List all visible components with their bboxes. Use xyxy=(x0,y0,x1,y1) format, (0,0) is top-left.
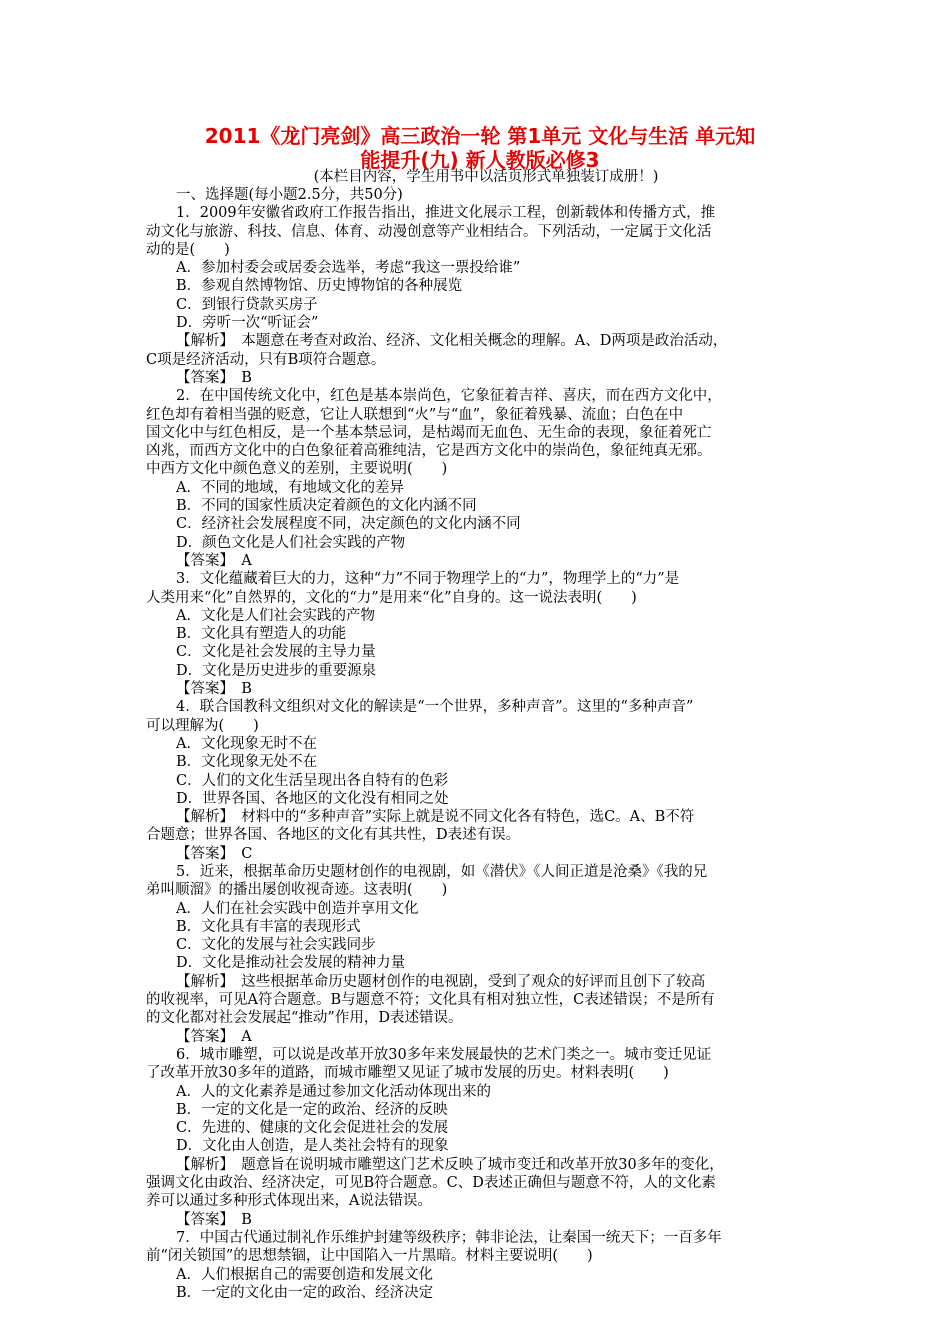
text-line: 【答案】 B xyxy=(176,1211,252,1228)
text-line: D．文化是推动社会发展的精神力量 xyxy=(176,955,406,972)
document-title xyxy=(140,124,820,172)
text-line: 【答案】 A xyxy=(176,1028,252,1045)
text-line: D．旁听一次“听证会” xyxy=(176,315,319,332)
text-line: 1．2009年安徽省政府工作报告指出，推进文化展示工程，创新载体和传播方式，推 xyxy=(176,205,716,222)
title-line-2: 能提升(九) 新人教版必修3 xyxy=(360,148,600,172)
text-line: 【解析】 这些根据革命历史题材创作的电视剧，受到了观众的好评而且创下了较高 xyxy=(176,973,706,990)
text-line: 凶兆，而西方文化中的白色象征着高雅纯洁，它是西方文化中的崇尚色，象征纯真无邪。 xyxy=(146,443,712,460)
text-line: 5．近来，根据革命历史题材创作的电视剧，如《潜伏》《人间正道是沧桑》《我的兄 xyxy=(176,863,708,880)
text-line: 2．在中国传统文化中，红色是基本崇尚色，它象征着吉祥、喜庆，而在西方文化中， xyxy=(176,388,722,405)
text-line: 弟叫顺溜》的播出屡创收视奇迹。这表明( ) xyxy=(146,882,448,899)
text-line: 前“闭关锁国”的思想禁锢，让中国陷入一片黑暗。材料主要说明( ) xyxy=(146,1248,593,1265)
text-line: 4．联合国教科文组织对文化的解读是“一个世界，多种声音”。这里的“多种声音” xyxy=(176,699,694,716)
text-line: 可以理解为( ) xyxy=(146,717,259,734)
text-line: 动文化与旅游、科技、信息、体育、动漫创意等产业相结合。下列活动，一定属于文化活 xyxy=(146,223,712,240)
text-line: 【解析】 材料中的“多种声音”实际上就是说不同文化各有特色，选C。A、B不符 xyxy=(176,809,695,826)
text-line: D．文化是历史进步的重要源泉 xyxy=(176,662,377,679)
text-line: 【答案】 B xyxy=(176,681,252,698)
text-line: D．文化由人创造，是人类社会特有的现象 xyxy=(176,1138,449,1155)
text-line: A．文化是人们社会实践的产物 xyxy=(176,607,375,624)
text-line: C．经济社会发展程度不同，决定颜色的文化内涵不同 xyxy=(176,516,521,533)
text-line: B．文化现象无处不在 xyxy=(176,754,318,771)
text-line: A．不同的地域，有地域文化的差异 xyxy=(176,479,404,496)
text-line: 7．中国古代通过制礼作乐维护封建等级秩序；韩非论法，让秦国一统天下；一百多年 xyxy=(176,1229,722,1246)
text-line: 【答案】 A xyxy=(176,552,252,569)
text-line: B．一定的文化是一定的政治、经济的反映 xyxy=(176,1101,448,1118)
text-line: A．参加村委会或居委会选举，考虑“我这一票投给谁” xyxy=(176,260,521,277)
text-line: C项是经济活动，只有B项符合题意。 xyxy=(146,351,386,368)
text-line: 养可以通过多种形式体现出来，A说法错误。 xyxy=(146,1193,432,1210)
text-line: A．人们根据自己的需要创造和发展文化 xyxy=(176,1266,433,1283)
text-line: 了改革开放30多年的道路，而城市雕塑又见证了城市发展的历史。材料表明( ) xyxy=(146,1065,669,1082)
text-line: 强调文化由政治、经济决定，可见B符合题意。C、D表述正确但与题意不符，人的文化素 xyxy=(146,1175,716,1192)
text-line: 红色却有着相当强的贬意，它让人联想到“火”与“血”，象征着残暴、流血；白色在中 xyxy=(146,406,684,423)
text-line: D．世界各国、各地区的文化没有相同之处 xyxy=(176,790,449,807)
document-subtitle: (本栏目内容，学生用书中以活页形式单独装订成册！) xyxy=(313,169,659,185)
text-line: D．颜色文化是人们社会实践的产物 xyxy=(176,534,406,551)
text-line: C．到银行贷款买房子 xyxy=(176,296,318,313)
text-line: B．不同的国家性质决定着颜色的文化内涵不同 xyxy=(176,498,477,515)
title-line-1: 2011《龙门亮剑》高三政治一轮 第1单元 文化与生活 单元知 xyxy=(204,124,756,148)
text-line: A．文化现象无时不在 xyxy=(176,735,317,752)
text-line: B．文化具有塑造人的功能 xyxy=(176,626,347,643)
text-line: 【解析】 本题意在考查对政治、经济、文化相关概念的理解。A、D两项是政治活动， xyxy=(176,333,728,350)
text-line: 一、选择题(每小题2.5分，共50分) xyxy=(176,187,403,203)
text-line: 【解析】 题意旨在说明城市雕塑这门艺术反映了城市变迁和改革开放30多年的变化， xyxy=(176,1156,724,1173)
text-line: B．参观自然博物馆、历史博物馆的各种展览 xyxy=(176,278,463,295)
text-line: A．人们在社会实践中创造并享用文化 xyxy=(176,900,419,917)
text-line: A．人的文化素养是通过参加文化活动体现出来的 xyxy=(176,1083,491,1100)
text-line: 3．文化蕴藏着巨大的力，这种“力”不同于物理学上的“力”，物理学上的“力”是 xyxy=(176,571,680,588)
text-line: 的文化都对社会发展起“推动”作用，D表述错误。 xyxy=(146,1010,463,1027)
text-line: C．文化是社会发展的主导力量 xyxy=(176,644,376,661)
text-line: C．文化的发展与社会实践同步 xyxy=(176,937,376,954)
text-line: 6．城市雕塑，可以说是改革开放30多年来发展最快的艺术门类之一。城市变迁见证 xyxy=(176,1046,712,1063)
text-line: 动的是( ) xyxy=(146,241,230,258)
text-line: 【答案】 C xyxy=(176,845,253,862)
text-line: 的收视率，可见A符合题意。B与题意不符；文化具有相对独立性，C表述错误；不是所有 xyxy=(146,992,715,1009)
text-line: C．人们的文化生活呈现出各自特有的色彩 xyxy=(176,772,449,789)
text-line: 中西方文化中颜色意义的差别，主要说明( ) xyxy=(146,461,448,478)
text-line: B．一定的文化由一定的政治、经济决定 xyxy=(176,1284,434,1301)
text-line: 国文化中与红色相反，是一个基本禁忌词，是枯竭而无血色、无生命的表现，象征着死亡 xyxy=(146,424,712,441)
text-line: C．先进的、健康的文化会促进社会的发展 xyxy=(176,1120,449,1137)
text-line: 【答案】 B xyxy=(176,369,252,386)
text-line: 人类用来“化”自然界的，文化的“力”是用来“化”自身的。这一说法表明( ) xyxy=(146,589,637,606)
text-line: 合题意；世界各国、各地区的文化有其共性，D表述有误。 xyxy=(146,827,521,844)
document-body xyxy=(146,186,814,1302)
text-line: B．文化具有丰富的表现形式 xyxy=(176,918,361,935)
